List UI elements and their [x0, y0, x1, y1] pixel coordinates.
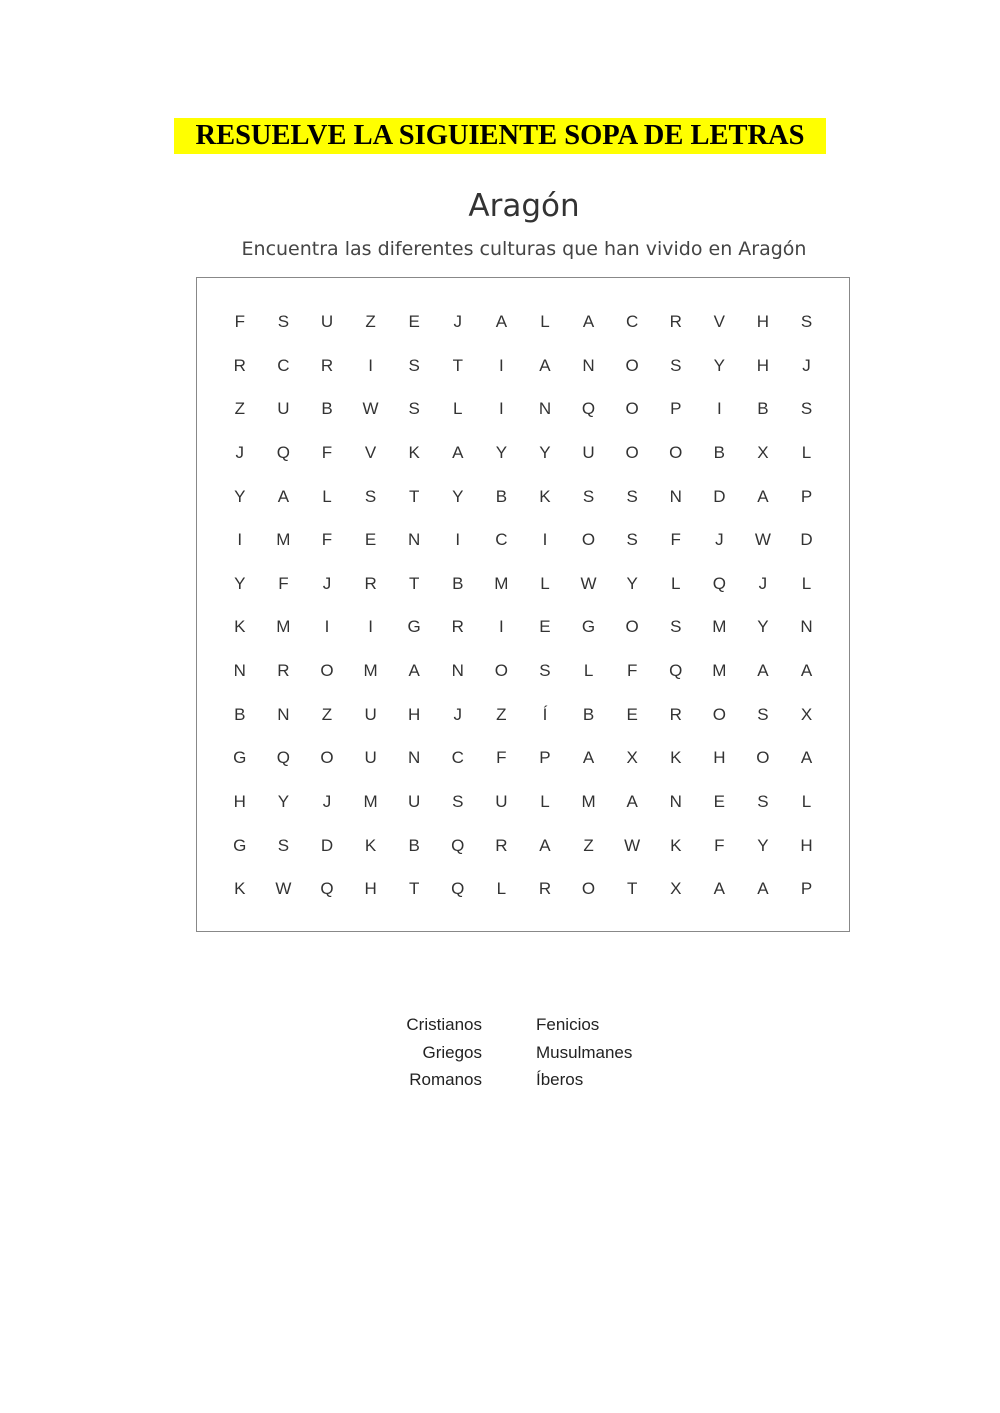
grid-letter[interactable]: Y — [234, 573, 246, 593]
grid-letter[interactable]: B — [582, 704, 595, 724]
grid-letter[interactable]: I — [237, 530, 243, 550]
grid-letter[interactable]: M — [276, 617, 291, 637]
grid-letter[interactable]: N — [233, 661, 246, 681]
grid-letter[interactable]: Q — [581, 399, 596, 419]
grid-letter[interactable]: O — [625, 355, 639, 375]
grid-letter[interactable]: S — [364, 486, 377, 506]
word-list-item: Romanos — [409, 1070, 482, 1089]
grid-letter[interactable]: S — [277, 835, 290, 855]
grid-letter[interactable]: E — [539, 617, 551, 637]
grid-letter[interactable]: B — [713, 442, 725, 462]
grid-letter[interactable]: N — [451, 661, 464, 681]
grid-letter[interactable]: A — [800, 661, 813, 681]
grid-letter[interactable]: C — [277, 355, 290, 375]
grid-letter[interactable]: F — [670, 530, 681, 550]
grid-letter[interactable]: M — [494, 573, 509, 593]
grid-letter[interactable]: A — [757, 486, 769, 506]
grid-letter[interactable]: F — [714, 835, 725, 855]
grid-letter[interactable]: O — [625, 399, 639, 419]
grid-letter[interactable]: Q — [712, 573, 726, 593]
grid-letter[interactable]: S — [408, 355, 420, 375]
grid-letter[interactable]: R — [364, 573, 377, 593]
grid-letter[interactable]: A — [757, 879, 769, 899]
grid-letter[interactable]: R — [669, 704, 682, 724]
grid-letter[interactable]: R — [451, 617, 464, 637]
grid-letter[interactable]: X — [800, 704, 813, 724]
grid-letter[interactable]: Q — [451, 879, 465, 899]
grid-letter[interactable]: T — [408, 879, 420, 899]
grid-letter[interactable]: G — [407, 617, 421, 637]
grid-letter[interactable]: M — [712, 661, 727, 681]
grid-letter[interactable]: I — [498, 399, 504, 419]
grid-letter[interactable]: X — [670, 879, 682, 899]
grid-letter[interactable]: S — [582, 486, 595, 506]
grid-letter[interactable]: A — [539, 835, 551, 855]
word-list-item: Fenicios — [536, 1015, 600, 1034]
grid-letter[interactable]: I — [324, 617, 330, 637]
grid-letter[interactable]: Í — [542, 704, 548, 724]
grid-letter[interactable]: A — [757, 661, 769, 681]
grid-letter[interactable]: O — [625, 617, 639, 637]
grid-letter[interactable]: A — [408, 661, 420, 681]
grid-letter[interactable]: R — [233, 355, 246, 375]
grid-letter[interactable]: J — [322, 792, 332, 812]
puzzle-subtitle: Encuentra las diferentes culturas que han vivido en Aragón — [241, 238, 807, 260]
grid-letter[interactable]: M — [581, 792, 596, 812]
grid-letter[interactable]: I — [368, 617, 373, 637]
grid-letter[interactable]: Q — [276, 442, 290, 462]
grid-letter[interactable]: S — [757, 704, 769, 724]
grid-letter[interactable]: E — [713, 792, 725, 812]
grid-letter[interactable]: W — [275, 879, 292, 899]
grid-letter[interactable]: F — [278, 573, 289, 593]
grid-letter[interactable]: U — [277, 399, 290, 419]
grid-letter[interactable]: O — [669, 442, 683, 462]
grid-letter[interactable]: P — [539, 748, 551, 768]
grid-letter[interactable]: O — [581, 879, 596, 899]
grid-letter[interactable]: G — [581, 617, 596, 637]
grid-letter[interactable]: O — [494, 661, 508, 681]
grid-letter[interactable]: B — [452, 573, 464, 593]
word-list-item: Cristianos — [406, 1015, 482, 1034]
grid-letter[interactable]: L — [801, 573, 812, 593]
grid-letter[interactable]: J — [715, 530, 724, 550]
grid-letter[interactable]: M — [712, 617, 727, 637]
grid-letter[interactable]: K — [234, 879, 246, 899]
grid-letter[interactable]: F — [321, 530, 333, 550]
grid-letter[interactable]: A — [582, 312, 595, 331]
grid-letter[interactable]: L — [540, 792, 550, 812]
word-list-item: Musulmanes — [536, 1042, 633, 1062]
grid-letter[interactable]: B — [234, 704, 246, 724]
grid-letter[interactable]: Q — [320, 879, 334, 899]
grid-letter[interactable]: R — [277, 661, 290, 681]
grid-letter[interactable]: I — [455, 530, 461, 550]
grid-letter[interactable]: L — [671, 573, 681, 593]
grid-letter[interactable]: W — [362, 399, 379, 419]
grid-letter[interactable]: B — [495, 486, 508, 506]
grid-letter[interactable]: J — [453, 312, 463, 331]
grid-letter[interactable]: P — [670, 399, 682, 419]
grid-letter[interactable]: I — [542, 530, 548, 550]
grid-letter[interactable]: G — [233, 835, 247, 855]
grid-letter[interactable]: P — [800, 486, 813, 506]
grid-letter[interactable]: Y — [234, 486, 246, 506]
grid-letter[interactable]: F — [321, 442, 333, 462]
grid-letter[interactable]: S — [757, 792, 769, 812]
grid-letter[interactable]: L — [540, 312, 550, 331]
grid-letter[interactable]: W — [580, 573, 597, 593]
grid-letter[interactable]: Y — [626, 573, 638, 593]
grid-letter[interactable]: S — [452, 792, 464, 812]
grid-letter[interactable]: H — [756, 355, 770, 375]
grid-letter[interactable]: H — [756, 312, 770, 331]
grid-letter[interactable]: L — [322, 486, 332, 506]
grid-letter[interactable]: Y — [757, 617, 769, 637]
grid-letter[interactable]: A — [452, 442, 464, 462]
grid-letter[interactable]: R — [538, 879, 552, 899]
grid-letter[interactable]: A — [800, 748, 813, 768]
grid-letter[interactable]: C — [626, 312, 639, 331]
grid-letter[interactable]: G — [233, 748, 247, 768]
grid-letter[interactable]: Y — [757, 835, 769, 855]
grid-letter[interactable]: M — [276, 530, 291, 550]
grid-letter[interactable]: M — [363, 661, 378, 681]
grid-letter[interactable]: D — [713, 486, 726, 506]
grid-letter[interactable]: T — [626, 879, 638, 899]
grid-letter[interactable]: S — [670, 355, 682, 375]
grid-letter[interactable]: S — [800, 312, 813, 331]
grid-letter[interactable]: R — [669, 312, 682, 331]
grid-letter[interactable]: K — [670, 748, 682, 768]
grid-letter[interactable]: K — [234, 617, 246, 637]
grid-letter[interactable]: S — [408, 399, 420, 419]
grid-letter[interactable]: S — [626, 486, 638, 506]
grid-letter[interactable]: Y — [277, 792, 290, 812]
grid-letter[interactable]: Z — [321, 704, 333, 724]
grid-letter[interactable]: O — [320, 748, 334, 768]
grid-letter[interactable]: U — [582, 442, 595, 462]
grid-letter[interactable]: K — [364, 835, 377, 855]
grid-letter[interactable]: L — [583, 661, 594, 681]
grid-letter[interactable]: N — [538, 399, 552, 419]
grid-letter[interactable]: V — [364, 442, 377, 462]
grid-letter[interactable]: S — [626, 530, 638, 550]
grid-letter[interactable]: E — [626, 704, 638, 724]
grid-letter[interactable]: Q — [669, 661, 683, 681]
grid-letter[interactable]: A — [277, 486, 290, 506]
grid-letter[interactable]: O — [320, 661, 334, 681]
grid-letter[interactable]: X — [757, 442, 769, 462]
grid-letter[interactable]: B — [321, 399, 333, 419]
grid-letter[interactable]: P — [800, 879, 813, 899]
grid-letter[interactable]: Z — [234, 399, 245, 419]
grid-letter[interactable]: K — [670, 835, 682, 855]
grid-letter[interactable]: M — [363, 792, 378, 812]
grid-letter[interactable]: T — [452, 355, 463, 375]
grid-letter[interactable]: H — [800, 835, 813, 855]
grid-letter[interactable]: L — [801, 792, 812, 812]
grid-letter[interactable]: A — [495, 312, 508, 331]
grid-letter[interactable]: Z — [496, 704, 507, 724]
grid-letter[interactable]: T — [408, 573, 420, 593]
grid-letter[interactable]: B — [757, 399, 769, 419]
grid-letter[interactable]: D — [320, 835, 334, 855]
grid-letter[interactable]: B — [408, 835, 420, 855]
grid-letter[interactable]: K — [408, 442, 420, 462]
grid-letter[interactable]: O — [756, 748, 770, 768]
grid-letter[interactable]: E — [408, 312, 420, 331]
grid-letter[interactable]: A — [713, 879, 725, 899]
grid-letter[interactable]: S — [277, 312, 290, 331]
grid-letter[interactable]: Y — [452, 486, 464, 506]
grid-letter[interactable]: Z — [365, 312, 376, 331]
instruction-banner: RESUELVE LA SIGUIENTE SOPA DE LETRAS — [174, 118, 826, 154]
grid-letter[interactable]: I — [498, 617, 504, 637]
grid-letter[interactable]: T — [408, 486, 420, 506]
grid-letter[interactable]: U — [364, 704, 377, 724]
grid-letter[interactable]: R — [495, 835, 508, 855]
grid-letter[interactable]: U — [495, 792, 508, 812]
grid-letter[interactable]: N — [669, 486, 682, 506]
grid-letter[interactable]: H — [364, 879, 377, 899]
grid-letter[interactable]: J — [453, 704, 463, 724]
grid-letter[interactable]: I — [498, 355, 504, 375]
grid-letter[interactable]: W — [624, 835, 641, 855]
grid-letter[interactable]: F — [496, 748, 507, 768]
word-list-item: Íberos — [536, 1070, 584, 1089]
grid-letter[interactable]: W — [754, 530, 771, 550]
grid-letter[interactable]: Q — [276, 748, 290, 768]
grid-letter[interactable]: N — [800, 617, 813, 637]
grid-letter[interactable]: S — [670, 617, 682, 637]
grid-letter[interactable]: A — [626, 792, 638, 812]
grid-letter[interactable]: J — [758, 573, 768, 593]
grid-letter[interactable]: N — [408, 530, 421, 550]
grid-letter[interactable]: X — [626, 748, 638, 768]
grid-letter[interactable]: J — [322, 573, 332, 593]
word-list-left-column — [380, 1014, 482, 1097]
grid-letter[interactable]: D — [800, 530, 813, 550]
grid-letter[interactable]: I — [716, 399, 722, 419]
grid-letter[interactable]: V — [713, 312, 725, 331]
grid-letter[interactable]: Y — [539, 442, 551, 462]
grid-letter[interactable]: S — [539, 661, 551, 681]
grid-letter[interactable]: K — [539, 486, 551, 506]
grid-letter[interactable]: E — [364, 530, 377, 550]
grid-letter[interactable]: H — [713, 748, 726, 768]
grid-letter[interactable]: H — [408, 704, 421, 724]
grid-letter[interactable]: A — [539, 355, 551, 375]
word-search-grid — [218, 300, 828, 911]
grid-letter[interactable]: L — [496, 879, 507, 899]
grid-letter[interactable]: Y — [713, 355, 725, 375]
grid-letter[interactable]: Z — [583, 835, 594, 855]
grid-letter[interactable]: C — [495, 530, 508, 550]
grid-letter[interactable]: R — [320, 355, 334, 375]
grid-letter[interactable]: J — [235, 442, 245, 462]
grid-letter[interactable]: C — [451, 748, 464, 768]
grid-letter[interactable]: L — [801, 442, 812, 462]
grid-letter[interactable]: J — [802, 355, 811, 375]
grid-letter[interactable]: H — [233, 792, 246, 812]
grid-letter[interactable]: N — [582, 355, 595, 375]
grid-letter[interactable]: O — [712, 704, 726, 724]
grid-letter[interactable]: Y — [495, 442, 508, 462]
grid-letter[interactable]: O — [581, 530, 596, 550]
grid-letter[interactable]: U — [408, 792, 421, 812]
grid-letter[interactable]: F — [234, 312, 245, 331]
grid-letter[interactable]: O — [625, 442, 639, 462]
grid-letter[interactable]: Q — [451, 835, 465, 855]
grid-letter[interactable]: N — [669, 792, 682, 812]
grid-letter[interactable]: L — [453, 399, 463, 419]
grid-letter[interactable]: I — [368, 355, 373, 375]
grid-letter[interactable]: N — [408, 748, 421, 768]
word-list-item: Griegos — [422, 1042, 482, 1062]
grid-letter[interactable]: L — [540, 573, 550, 593]
grid-letter[interactable]: F — [626, 661, 638, 681]
puzzle-title: Aragón — [468, 188, 580, 224]
word-search-grid-frame — [196, 277, 850, 932]
grid-letter[interactable]: U — [364, 748, 377, 768]
grid-letter[interactable]: N — [277, 704, 290, 724]
grid-letter[interactable]: U — [320, 312, 334, 331]
grid-letter[interactable]: S — [800, 399, 813, 419]
grid-letter[interactable]: A — [582, 748, 595, 768]
word-list-right-column — [536, 1014, 676, 1097]
